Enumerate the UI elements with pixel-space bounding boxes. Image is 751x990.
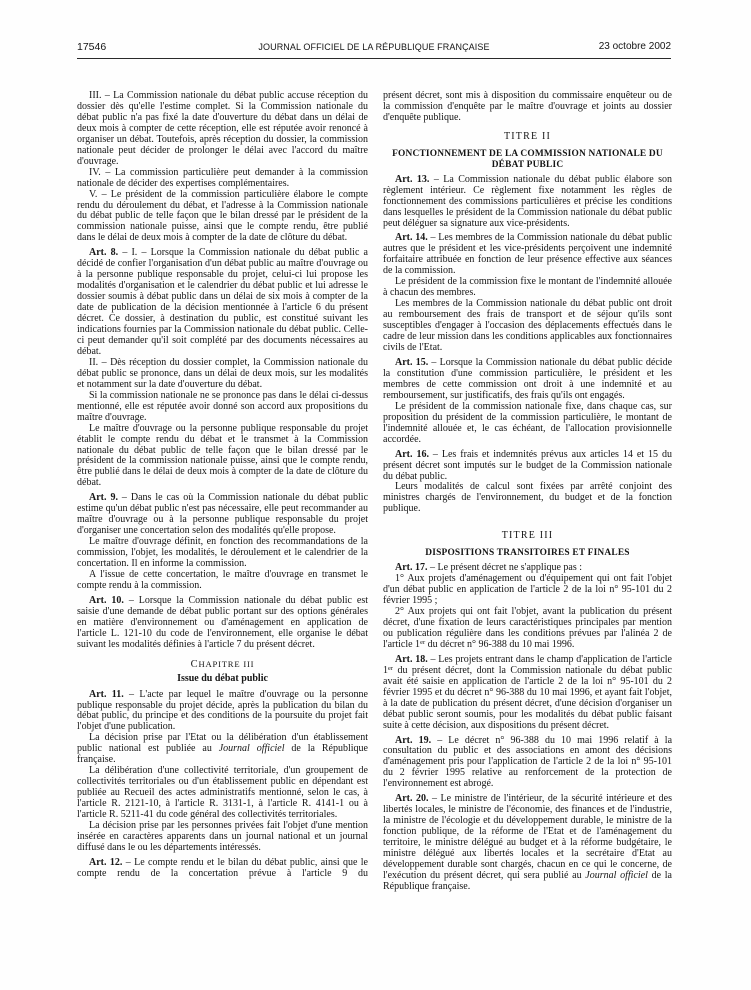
paragraph-art8-maitre <box>77 424 368 490</box>
article-20 <box>383 794 672 893</box>
paragraph-text: présent décret, sont mis à disposition du commissaire enquêteur ou de la commission d'enquête par le maître d'ouvrage et joints au dossier d'enquête publique. <box>383 90 672 123</box>
article-12-continued <box>383 91 672 124</box>
article-11 <box>77 690 368 734</box>
article-text: du présent décret, dont la Commission nationale du débat public avait été saisie en application de l'article 2 de la loi n° 95-101 du 2 février 1995 et du décret n° 96-388 du 10 mai 1996, et ayant fait l'objet, à la date de publication du présent décret, d'une décision d'organiser un débat public seront soumis, pour les modalités du débat public faisant suite à cette décision, aux dispositions du présent décret. <box>383 664 672 731</box>
page-header <box>77 41 671 55</box>
paragraph-art9-issue <box>77 570 368 592</box>
article-text: – Les membres de la Commission nationale du débat public autres que le président et les vice-présidents perçoivent une indemnité forfaitaire attribuée en fonction de leur présence effective aux séances de la commission. <box>383 232 672 277</box>
paragraph-text: La délibération d'une collectivité territoriale, d'un groupement de collectivités territoriales ou d'un établissement public en dépendant est publiée au Recueil des actes administratifs mentionné, selon le cas, à l'article R. 2121-10, à l'article R. 3131-1, à l'article R. 4141-1 ou à l'article R. 5211-41 du code général des collectivités territoriales. <box>77 765 368 821</box>
journal-officiel-italic: Journal officiel <box>218 743 285 755</box>
paragraph-iv <box>77 168 368 190</box>
paragraph-iii <box>77 91 368 168</box>
paragraph-art11-privees <box>77 821 368 854</box>
article-label: Art. 19. <box>395 734 432 746</box>
paragraph-text: III. – La Commission nationale du débat public accuse réception du dossier dès qu'elle l'estime complet. Si la Commission nationale du débat public n'a pas fixé la date d'ouverture du débat dans un délai de deux mois à compter de cette réception, elle est réputée avoir renoncé à organiser un débat. Toutefois, après réception du dossier, la commission nationale peut décider de prolonger le délai avec l'accord du maître d'ouvrage. <box>77 90 368 167</box>
paragraph-text: II. – Dès réception du dossier complet, la Commission nationale du débat public se prononce, dans un délai de deux mois, sur les modalités et notamment sur la date d'ouverture du débat. <box>77 356 368 390</box>
article-text: – Le compte rendu et le bilan du débat public, ainsi que le compte rendu de la concertation prévue à l'article 9 du <box>77 856 368 879</box>
article-label: Art. 18. <box>395 653 428 665</box>
article-15 <box>383 358 672 402</box>
article-9 <box>77 493 368 537</box>
paragraph-text: Le président de la commission nationale fixe, dans chaque cas, sur proposition du président de la commission particulière, le montant de l'indemnité allouée et, le cas échéant, de l'allocation provisionnelle accordée. <box>383 400 672 445</box>
paragraph-art8-ii <box>77 358 368 391</box>
article-label: Art. 16. <box>395 448 429 460</box>
paragraph-art17-item2 <box>383 607 672 651</box>
paragraph-text: A l'issue de cette concertation, le maître d'ouvrage en transmet le compte rendu à la commission. <box>77 568 368 591</box>
page-number: 17546 <box>77 41 107 53</box>
paragraph-text: Le maître d'ouvrage ou la personne publique responsable du projet établit le compte rendu du débat et le transmet à la Commission nationale du débat public de telle façon que le bilan dressé par le président de la commission nationale puisse, ainsi que le compte rendu, être publié dans le délai de deux mois à compter de la date de clôture du débat. <box>77 422 368 489</box>
article-16 <box>383 450 672 483</box>
article-text: – Les projets entrant dans le champ d'application de l'article 1 <box>383 653 672 676</box>
paragraph-v <box>77 190 368 245</box>
article-text: – L'acte par lequel le maître d'ouvrage ou la personne publique responsable du projet décide, après la publication du bilan du débat public, du principe et des conditions de la poursuite du projet fait l'objet d'une publication. <box>77 688 368 733</box>
paragraph-art14-membres <box>383 299 672 354</box>
journal-officiel-italic: Journal officiel <box>585 869 648 881</box>
article-text: – Lorsque la Commission nationale du débat public est saisie d'une demande de débat public portant sur des options générales en matière d'environnement ou d'aménagement en application de l'article L. 121-10 du code de l'environnement, elle organise le débat suivant les modalités définies à l'article 7 du présent décret. <box>77 594 368 650</box>
article-label: Art. 15. <box>395 356 429 368</box>
left-column <box>77 91 368 880</box>
article-text: – Les frais et indemnités prévus aux articles 14 et 15 du présent décret sont imputés sur le budget de la Commission nationale du débat public. <box>383 448 672 482</box>
article-label: Art. 14. <box>395 232 428 244</box>
article-label: Art. 20. <box>395 793 429 805</box>
superscript-er: er <box>420 638 426 646</box>
paragraph-text: Leurs modalités de calcul sont fixées par arrêté conjoint des ministres chargés de l'environnement, du budget et de la fonction publique. <box>383 481 672 515</box>
article-label: Art. 9. <box>89 492 118 504</box>
paragraph-art9-definit <box>77 537 368 570</box>
header-rule <box>77 58 671 59</box>
chapter-subtitle: Issue du débat public <box>177 672 268 684</box>
article-label: Art. 13. <box>395 173 430 185</box>
article-text: – Lorsque la Commission nationale du débat public décide la constitution d'une commission particulière, le président et les membres de cette commission ont droit à une indemnité et au remboursement, sur justificatifs, des frais qu'ils ont engagés. <box>383 356 673 401</box>
article-text: – I. – Lorsque la Commission nationale du débat public a décidé de confier l'organisation d'un débat public au maître d'ouvrage ou à la personne publique responsable du projet, celui-ci lui propose les modalités d'organisation et le calendrier du débat public et lui adresse le dossier soumis à débat public dans un délai de six mois à compter de la date de publication de la décision mentionnée à l'article 6 du présent décret. Ce dossier, à destination du public, est constitué suivant les indications fournies par la Commission nationale du débat public. Celle-ci peut demander qu'il soit complété par des documents nécessaires au débat. <box>77 247 368 357</box>
paragraph-text: 1° Aux projets d'aménagement ou d'équipement qui ont fait l'objet d'un débat public en application de l'article 2 de la loi n° 95-101 du 2 février 1995 ; <box>383 573 672 607</box>
paragraph-art11-collectivite <box>77 766 368 821</box>
article-label: Art. 12. <box>89 856 123 868</box>
article-label: Art. 8. <box>89 247 119 259</box>
article-label: Art. 17. <box>395 562 428 574</box>
paragraph-art15-president <box>383 402 672 446</box>
article-text: – Dans le cas où la Commission nationale du débat public estime qu'un débat public n'est pas nécessaire, elle peut recommander au maître d'ouvrage ou à la personne publique responsable du projet d'organiser une concertation selon des modalités qu'elle propose. <box>77 492 369 537</box>
article-13 <box>383 175 672 230</box>
paragraph-text: IV. – La commission particulière peut demander à la commission nationale de décider des expertises complémentaires. <box>77 166 368 189</box>
paragraph-text: Les membres de la Commission nationale du débat public ont droit au remboursement des frais de transport et de séjour qu'ils sont susceptibles d'engager à l'occasion des déplacements effectués dans le cadre de leur mission dans les conditions applicables aux fonctionnaires civils de l'Etat. <box>383 298 672 354</box>
article-label: Art. 10. <box>89 594 124 606</box>
paragraph-text: du décret n° 96-388 du 10 mai 1996. <box>425 638 575 650</box>
paragraph-text: V. – Le président de la commission particulière élabore le compte rendu du déroulement du débat, et l'adresse à la Commission nationale du débat public de telle façon que le bilan dressé par le président de la commission nationale puisse, ainsi que le compte rendu, être publié dans le délai de deux mois à compter de la date de clôture du débat. <box>77 188 368 244</box>
titre-ii-heading: TITRE II <box>503 130 552 142</box>
paragraph-art8-si <box>77 391 368 424</box>
paragraph-text: Si la commission nationale ne se prononce pas dans le délai ci-dessus mentionné, elle est réputée avoir donné son accord aux propositions du maître d'ouvrage. <box>77 389 368 423</box>
issue-date: 23 octobre 2002 <box>598 41 671 52</box>
paragraph-text: 2° Aux projets qui ont fait l'objet, avant la publication du présent décret, d'une fixation de leurs caractéristiques principales par mention ou publication régulière dans les conditions prévues par l'alinéa 2 de l'article 1 <box>383 606 672 650</box>
paragraph-text: Le président de la commission fixe le montant de l'indemnité allouée à chacun des membres. <box>383 276 672 299</box>
paragraph-text: La décision prise par l'Etat ou la délibération d'un établissement public national est publiée au <box>77 732 368 755</box>
paragraph-text: de la République française. <box>77 743 368 766</box>
paragraph-art11-etat <box>77 733 368 766</box>
article-text: – Le décret n° 96-388 du 10 mai 1996 relatif à la consultation du public et des associations en amont des décisions d'aménagement pris pour l'application de l'article 2 de la loi n° 95-101 du 2 février 1995 relative au renforcement de la protection de l'environnement est abrogé. <box>383 734 673 790</box>
titre-iii-subtitle: DISPOSITIONS TRANSITOIRES ET FINALES <box>425 548 630 559</box>
article-12 <box>77 858 368 880</box>
article-19 <box>383 736 672 791</box>
journal-title: JOURNAL OFFICIEL DE LA RÉPUBLIQUE FRANÇAISE <box>258 42 490 52</box>
paragraph-art17-item1 <box>383 574 672 607</box>
article-label: Art. 11. <box>89 688 124 700</box>
paragraph-art16-modalites <box>383 482 672 515</box>
article-text: – Le ministre de l'intérieur, de la sécurité intérieure et des libertés locales, le ministre de l'économie, des finances et de l'industrie, la ministre de l'écologie et du développement durable, le ministre de la fonction publique, de la réforme de l'Etat et de l'aménagement du territoire, le ministre délégué au budget et à la réforme budgétaire, le ministre délégué aux libertés locales et la secrétaire d'Etat au développement durable sont chargés, chacun en ce qui le concerne, de l'exécution du présent décret, qui sera publié au <box>383 793 672 881</box>
titre-iii-heading: TITRE III <box>501 530 554 542</box>
article-text: de la République française. <box>383 869 672 892</box>
superscript-er: er <box>388 664 394 672</box>
chapter-heading: CHAPITRE III <box>190 658 255 670</box>
paragraph-text: Le maître d'ouvrage définit, en fonction des recommandations de la commission, l'objet, les modalités, le déroulement et le calendrier de la concertation. Il en informe la commission. <box>77 536 368 570</box>
article-14 <box>383 233 672 277</box>
article-18 <box>383 655 672 732</box>
article-text: – Le présent décret ne s'applique pas : <box>430 562 583 574</box>
paragraph-text: La décision prise par les personnes privées fait l'objet d'une mention insérée en caractères apparents dans un journal national et un journal diffusé dans le ou les départements intéressés. <box>77 820 368 853</box>
article-text: – La Commission nationale du débat public élabore son règlement intérieur. Ce règlement fixe notamment les règles de fonctionnement des commissions particulières et précise les conditions dans lesquelles le président de la Commission nationale du débat public peut déléguer sa signature aux vice-présidents. <box>383 173 673 229</box>
article-10 <box>77 596 368 651</box>
article-8 <box>77 248 368 358</box>
right-column <box>383 91 672 893</box>
titre-ii-subtitle: FONCTIONNEMENT DE LA COMMISSION NATIONALE DU DÉBAT PUBLIC <box>392 148 663 170</box>
paragraph-art14-president <box>383 277 672 299</box>
